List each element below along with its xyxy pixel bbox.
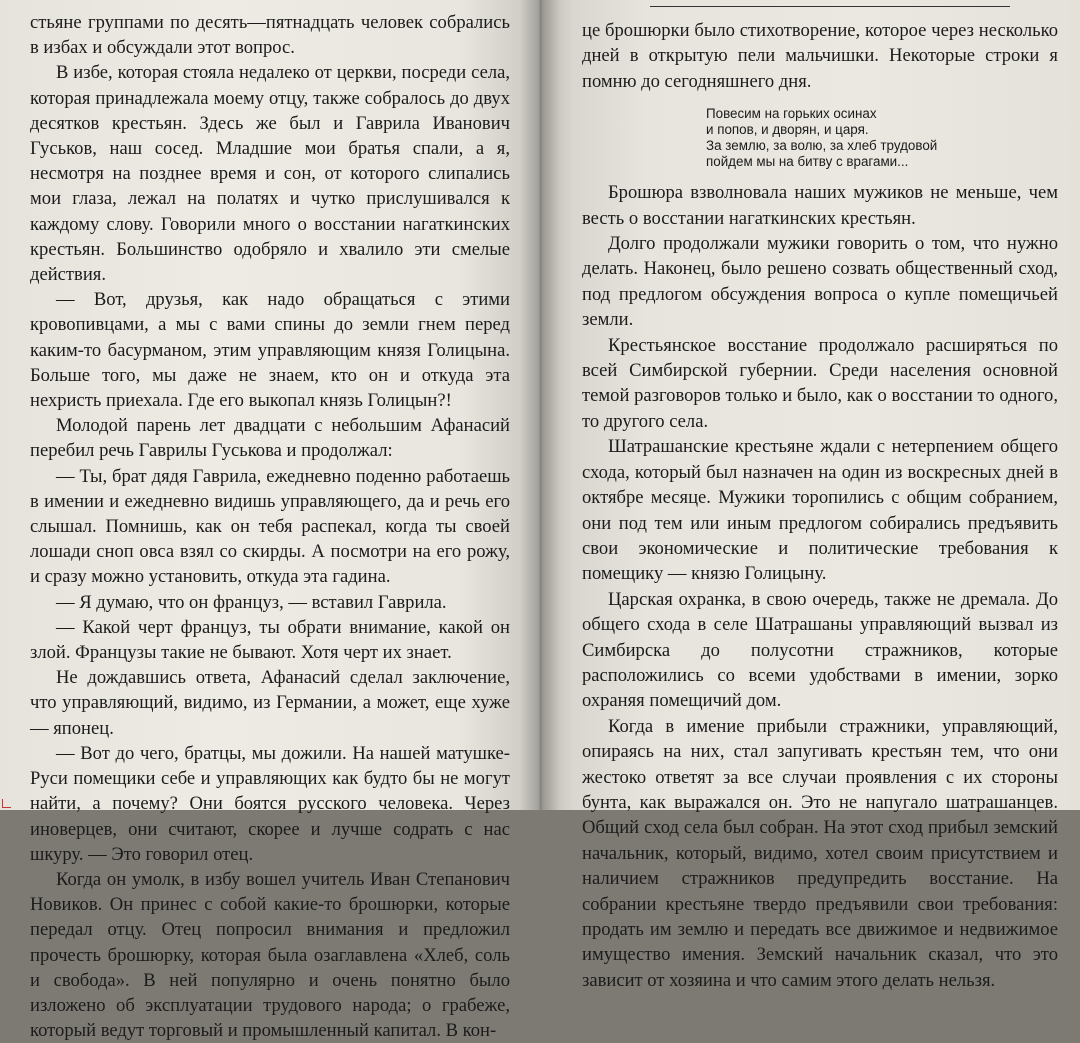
paragraph: Царская охранка, в свою очередь, также не дремала. До общего схода в селе Шатрашаны управляющий вызвал из Симбирска до полусотни стражников, которые расположились со всеми удобствами в имении, зорко охраняя помещичий дом. xyxy=(582,588,1058,712)
poem-line: За землю, за волю, за хлеб трудовой xyxy=(706,138,938,154)
paragraph: Долго продолжали мужики говорить о том, что нужно делать. Наконец, было решено созвать общественный сход, под предлогом обсуждения вопроса о купле помещичьей земли. xyxy=(582,233,1058,331)
paragraph: — Какой черт француз, ты обрати внимание, какой он злой. Французы такие не бывают. Хотя черт их знает. xyxy=(30,616,510,664)
paragraph: — Ты, брат дядя Гаврила, ежедневно поденно работаешь в имении и ежедневно видишь управляющего, да и речь его слышал. Помнишь, как он тебя распекал, когда ты своей лошади сноп овса взял со скирды. А посмотри на его рожу, и сразу можно установить, откуда эта гадина. xyxy=(30,465,510,588)
paragraph: — Вот до чего, братцы, мы дожили. На нашей матушке-Руси помещики себе и управляющих как будто бы не могут найти, а почему? Они боятся русского человека. Через иноверцев, они считают, скорее и лучше содрать с нас шкуру. — Это говорил отец. xyxy=(30,742,510,865)
poem-block xyxy=(706,106,1058,170)
paragraph: Молодой парень лет двадцати с небольшим Афанасий перебил речь Гаврилы Гуськова и продолжал: xyxy=(30,415,510,462)
corner-mark xyxy=(2,799,11,808)
header-rule xyxy=(650,6,1010,7)
poem-line: пойдем мы на битву с врагами... xyxy=(706,154,909,170)
paragraph: Шатрашанские крестьяне ждали с нетерпением общего схода, который был назначен на один из воскресных дней в октябре месяце. Мужики торопились с общим собранием, они под тем или иным предлогом собирались предъявить свои экономические и политические требования к помещику — князю Голицыну. xyxy=(582,436,1058,585)
paragraph: — Вот, друзья, как надо обращаться с этими кровопивцами, а мы с вами спины до земли гнем перед каким-то басурманом, этим управляющим князя Голицына. Больше того, мы даже не знаем, кто он и откуда эта нехристь приехала. Где его выкопал князь Голицын?! xyxy=(30,289,510,412)
right-page xyxy=(540,0,1080,991)
paragraph: Крестьянское восстание продолжало расширяться по всей Симбирской губернии. Среди населения основной темой разговоров только и было, как о восстании то одного, то другого села. xyxy=(582,334,1058,432)
poem-line: Повесим на горьких осинах xyxy=(706,106,877,122)
paragraph: В избе, которая стояла недалеко от церкви, посреди села, которая принадлежала моему отцу, также собралось до двух десятков крестьян. Здесь же был и Гаврила Иванович Гуськов, наш сосед. Младшие мои братья спали, а я, несмотря на позднее время и сон, от которого слипались мои глаза, лежал на полатях и чутко прислушивался к каждому слову. Говорили много о восстании нагаткинских крестьян. Большинство одобряло и хвалило эти смелые действия. xyxy=(30,62,510,286)
left-page xyxy=(0,0,540,1042)
paragraph: — Я думаю, что он француз, — вставил Гаврила. xyxy=(56,591,447,613)
poem-line: и попов, и дворян, и царя. xyxy=(706,122,869,138)
paragraph: Когда он умолк, в избу вошел учитель Иван Степанович Новиков. Он принес с собой какие-то брошюрки, которые передал отцу. Отец попросил внимания и предложил прочесть брошюрку, которая была озаглавлена «Хлеб, соль и свобода». В ней популярно и очень понятно было изложено об эксплуатации трудового народа; о грабеже, который ведут торговый и промышленный капитал. В кон- xyxy=(30,868,510,1042)
paragraph: Когда в имение прибыли стражники, управляющий, опираясь на них, стал запугивать крестьян тем, что они жестоко ответят за все случаи проявления с их стороны бунта, как выражался он. Это не напугало шатрашанцев. Общий сход села был собран. На этот сход прибыл земский начальник, который, видимо, хотел своим присутствием и наличием стражников предупредить восстание. На собрании крестьяне твердо предъявили свои требования: продать им землю и передать все движимое и недвижимое имущество имения. Земский начальник сказал, что это зависит от хозяина и что самим этого делать нельзя. xyxy=(582,715,1058,991)
paragraph: це брошюрки было стихотворение, которое через несколько дней в открытую пели мальчишки. Некоторые строки я помню до сегодняшнего дня. xyxy=(582,20,1058,92)
paragraph: стьяне группами по десять—пятнадцать человек собрались в избах и обсуждали этот вопрос. xyxy=(30,12,510,59)
paragraph: Брошюра взволновала наших мужиков не меньше, чем весть о восстании нагаткинских крестьян. xyxy=(582,182,1058,229)
book-gutter xyxy=(520,0,560,810)
paragraph: Не дождавшись ответа, Афанасий сделал заключение, что управляющий, видимо, из Германии, а может, еще хуже — японец. xyxy=(30,667,510,739)
